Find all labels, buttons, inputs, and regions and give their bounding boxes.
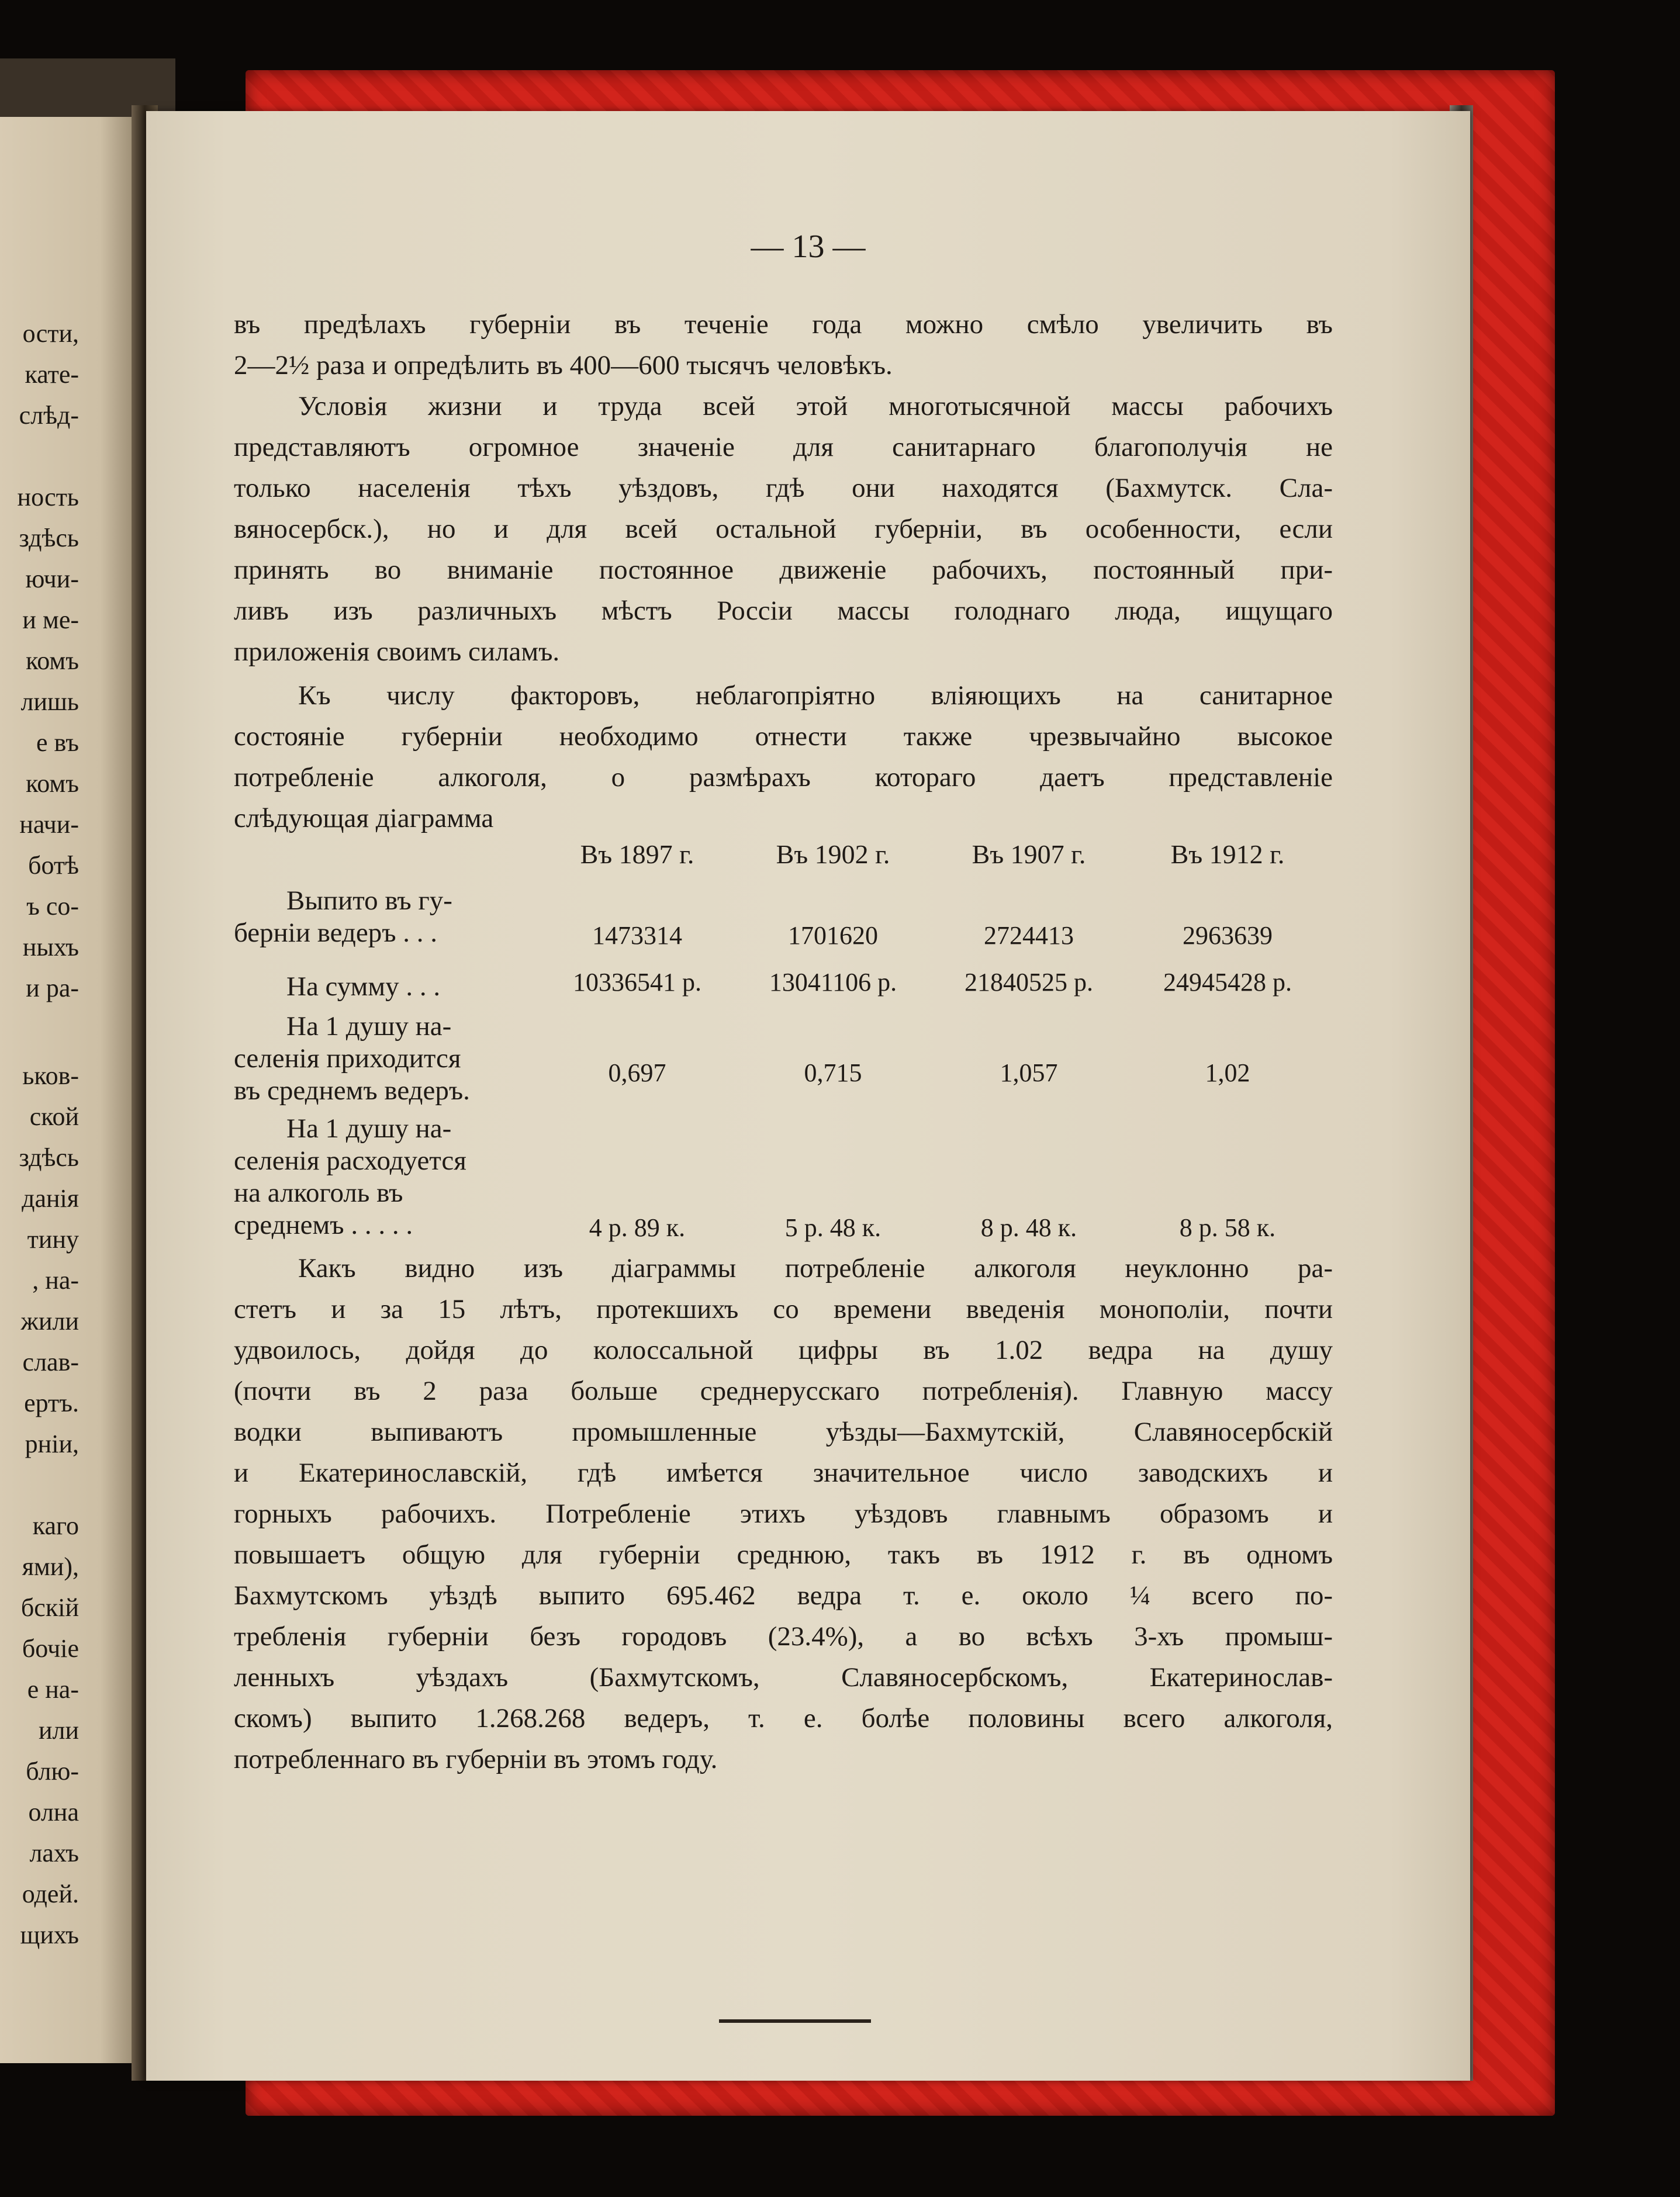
left-page-line: е на- (27, 1675, 79, 1704)
table-cell: 8 р. 48 к. (980, 1213, 1077, 1242)
left-page-line: тину (27, 1225, 79, 1254)
paragraph4-line: удвоилось, дойдя до колоссальной цифры въ 1.02 ведра на душу (234, 1335, 1333, 1365)
left-page-line: или (38, 1716, 79, 1745)
table-cell: 8 р. 58 к. (1179, 1213, 1276, 1242)
paragraph4-line: водки выпиваютъ промышленные уѣзды—Бахмутскій, Славяносербскій (234, 1417, 1333, 1447)
left-page-line: здѣсь (19, 524, 79, 552)
left-page-line: здѣсь (19, 1143, 79, 1172)
table-row-label: берніи ведеръ . . . (234, 918, 438, 948)
paragraph1-line: 2—2½ раза и опредѣлить въ 400—600 тысячъ человѣкъ. (234, 350, 893, 380)
left-page-line: олна (28, 1798, 79, 1826)
paragraph2-line: Условія жизни и труда всей этой многотысячной массы рабочихъ (298, 391, 1333, 421)
left-page-line: бочіе (22, 1634, 79, 1663)
left-page-line: ныхъ (22, 933, 79, 961)
paragraph3-line: Къ числу факторовъ, неблагопріятно вліяющихъ на санитарное (298, 680, 1333, 711)
paragraph4-line: и Екатеринославскій, гдѣ имѣется значительное число заводскихъ и (234, 1458, 1333, 1488)
table-row-label: въ среднемъ ведеръ. (234, 1075, 470, 1106)
left-page-line: бскій (20, 1593, 79, 1622)
paragraph3-line: потребленіе алкоголя, о размѣрахъ котораго даетъ представленіе (234, 762, 1333, 793)
left-page-line: ботѣ (28, 851, 79, 880)
table-row-label: На 1 душу на- (286, 1011, 452, 1042)
paragraph4-line: горныхъ рабочихъ. Потребленіе этихъ уѣздовъ главнымъ образомъ и (234, 1499, 1333, 1529)
left-page-line: слѣд- (19, 401, 79, 430)
left-page-line: ъ со- (26, 892, 79, 921)
table-row-label: На сумму . . . (286, 971, 441, 1002)
table-row-label: на алкоголь въ (234, 1178, 403, 1208)
table-row-label: Выпито въ гу- (286, 885, 452, 916)
left-page-line: рніи, (25, 1430, 79, 1458)
paragraph2-line: принять во вниманіе постоянное движеніе рабочихъ, постоянный при- (234, 555, 1333, 585)
book-page (146, 111, 1470, 2081)
left-page-line: ости, (22, 319, 79, 348)
left-page-line: слав- (22, 1348, 79, 1376)
table-cell: 0,697 (608, 1058, 666, 1087)
left-page-line: лишь (20, 687, 79, 716)
page-number: — 13 — (751, 229, 866, 265)
paragraph4-line: стетъ и за 15 лѣтъ, протекшихъ со времени введенія монополіи, почти (234, 1294, 1333, 1324)
left-page-line: начи- (19, 810, 79, 839)
paragraph4-line: ленныхъ уѣздахъ (Бахмутскомъ, Славяносербскомъ, Екатеринослав- (234, 1662, 1333, 1693)
table-column-header: Въ 1907 г. (972, 839, 1086, 869)
left-page-line: щихъ (20, 1921, 79, 1949)
paragraph3-line: слѣдующая діаграмма (234, 803, 494, 833)
paragraph4-line: скомъ) выпито 1.268.268 ведеръ, т. е. болѣе половины всего алкоголя, (234, 1703, 1333, 1734)
left-page-line: одей. (22, 1880, 79, 1908)
table-row-label: На 1 душу на- (286, 1113, 452, 1144)
table-cell: 2963639 (1183, 921, 1273, 950)
table-cell: 4 р. 89 к. (589, 1213, 686, 1242)
end-rule (719, 2019, 871, 2023)
left-page-line: комъ (26, 646, 79, 675)
left-page-line: и ра- (26, 974, 79, 1002)
table-column-header: Въ 1897 г. (580, 839, 694, 869)
table-cell: 2724413 (984, 921, 1074, 950)
left-page-line: ями), (22, 1552, 79, 1581)
paragraph2-line: только населенія тѣхъ уѣздовъ, гдѣ они находятся (Бахмутск. Сла- (234, 473, 1333, 503)
left-page-line: и ме- (22, 606, 79, 634)
table-cell: 24945428 р. (1163, 968, 1292, 997)
left-page-line: комъ (26, 769, 79, 798)
paragraph2-line: приложенія своимъ силамъ. (234, 636, 560, 667)
paragraph2-line: вяносербск.), но и для всей остальной губерніи, въ особенности, если (234, 514, 1333, 544)
paragraph4-line: повышаетъ общую для губерніи среднюю, такъ въ 1912 г. въ одномъ (234, 1539, 1333, 1570)
left-page-line: блю- (26, 1757, 79, 1786)
left-page-line: ьков- (22, 1061, 79, 1090)
table-column-header: Въ 1912 г. (1170, 839, 1285, 869)
table-column-header: Въ 1902 г. (776, 839, 890, 869)
paragraph2-line: представляютъ огромное значеніе для санитарнаго благополучія не (234, 432, 1333, 462)
table-row-label: селенія расходуется (234, 1146, 466, 1176)
left-page-line: лахъ (29, 1839, 79, 1867)
table-cell: 5 р. 48 к. (784, 1213, 882, 1242)
table-cell: 1473314 (592, 921, 682, 950)
paragraph2-line: ливъ изъ различныхъ мѣстъ Россіи массы голоднаго люда, ищущаго (234, 596, 1333, 626)
paragraph1-line: въ предѣлахъ губерніи въ теченіе года можно смѣло увеличить въ (234, 309, 1333, 340)
left-page-line: жили (20, 1307, 79, 1336)
left-page-line: ской (29, 1102, 79, 1131)
table-cell: 0,715 (804, 1058, 862, 1087)
paragraph4-line: требленія губерніи безъ городовъ (23.4%), а во всѣхъ 3-хъ промыш- (234, 1621, 1333, 1652)
paragraph4-line: потребленнаго въ губерніи въ этомъ году. (234, 1744, 718, 1774)
table-cell: 21840525 р. (965, 968, 1093, 997)
table-cell: 13041106 р. (769, 968, 897, 997)
paragraph4-line: Какъ видно изъ діаграммы потребленіе алкоголя неуклонно ра- (298, 1253, 1333, 1283)
table-row-label: селенія приходится (234, 1043, 461, 1074)
left-page-line: , на- (32, 1266, 79, 1295)
left-page-line: ность (17, 483, 79, 511)
table-cell: 1701620 (788, 921, 878, 950)
left-page-line: ючи- (25, 565, 79, 593)
left-page-line: кате- (25, 360, 79, 389)
left-page-line: ертъ. (24, 1389, 79, 1417)
left-page-line: данія (22, 1184, 79, 1213)
table-cell: 1,02 (1205, 1058, 1250, 1087)
paragraph3-line: состояніе губерніи необходимо отнести также чрезвычайно высокое (234, 721, 1333, 752)
paragraph4-line: Бахмутскомъ уѣздѣ выпито 695.462 ведра т. е. около ¼ всего по- (234, 1580, 1333, 1611)
table-row-label: среднемъ . . . . . (234, 1210, 413, 1240)
left-page-line: каго (32, 1511, 79, 1540)
table-cell: 1,057 (1000, 1058, 1058, 1087)
left-page-line: е въ (36, 728, 79, 757)
table-cell: 10336541 р. (573, 968, 701, 997)
paragraph4-line: (почти въ 2 раза больше среднерусскаго потребленія). Главную массу (234, 1376, 1333, 1406)
